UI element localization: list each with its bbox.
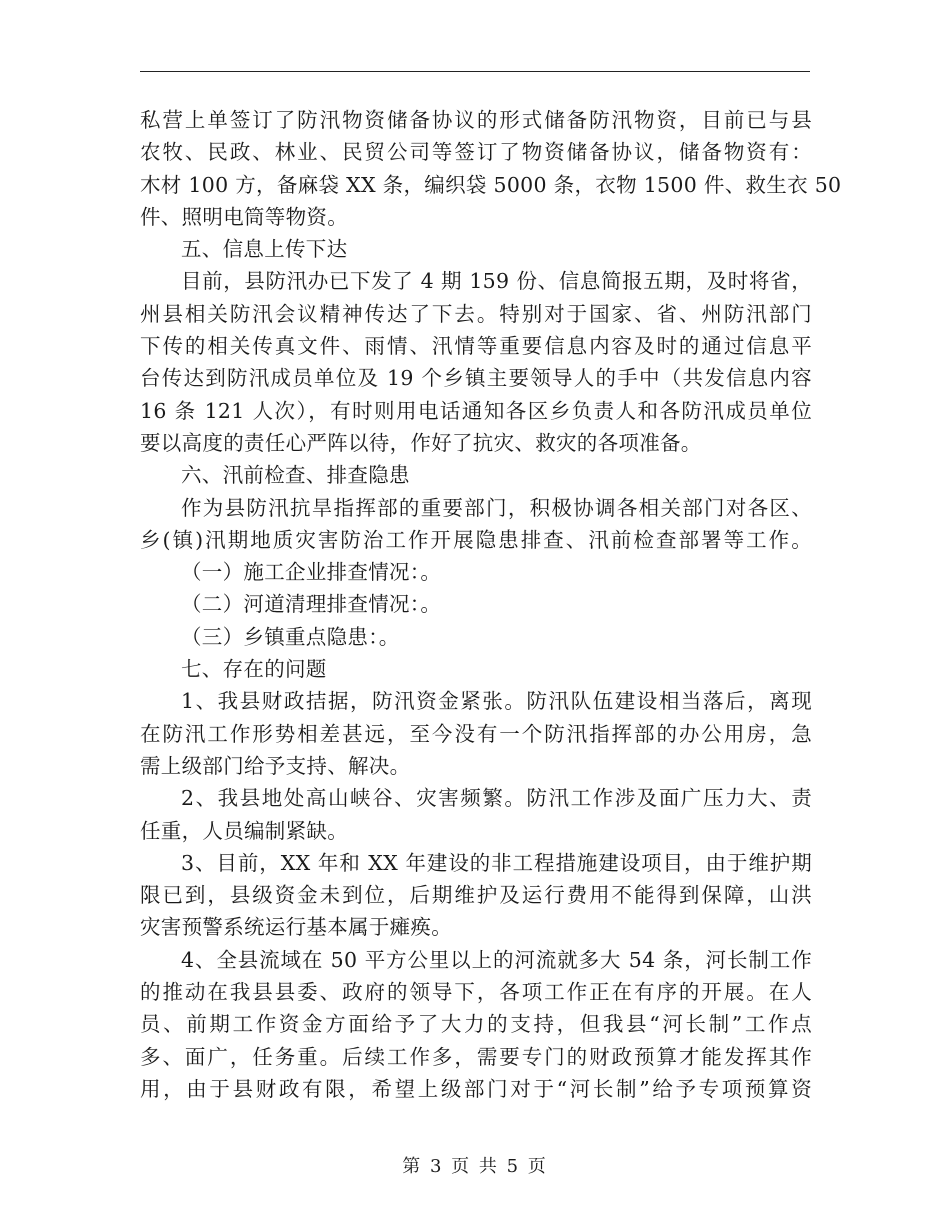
page-footer: 第 3 页 共 5 页 xyxy=(402,1156,548,1177)
text-line: 目前，县防汛办已下发了 4 期 159 份、信息简报五期，及时将省， xyxy=(181,269,812,294)
text-line: 灾害预警系统运行基本属于瘫痪。 xyxy=(140,915,452,940)
text-line: 多、面广，任务重。后续工作多，需要专门的财政预算才能发挥其作 xyxy=(140,1044,812,1069)
text-line: 在防汛工作形势相差甚远，至今没有一个防汛指挥部的办公用房，急 xyxy=(140,721,812,746)
text-line: 16 条 121 人次），有时则用电话通知各区乡负责人和各防汛成员单位 xyxy=(140,398,812,423)
text-line: （三）乡镇重点隐患：。 xyxy=(181,624,400,649)
text-line: 用，由于县财政有限，希望上级部门对于“河长制”给予专项预算资 xyxy=(140,1076,812,1101)
text-line: 2、我县地处高山峡谷、灾害频繁。防汛工作涉及面广压力大、责 xyxy=(181,786,812,811)
text-line: 乡(镇)汛期地质灾害防治工作开展隐患排查、汛前检查部署等工作。 xyxy=(140,527,812,552)
text-line: （一）施工企业排查情况：。 xyxy=(181,560,442,585)
text-line: 七、存在的问题 xyxy=(181,657,327,682)
text-line: 的推动在我县县委、政府的领导下，各项工作正在有序的开展。在人 xyxy=(140,980,812,1005)
text-line: 1、我县财政拮据，防汛资金紧张。防汛队伍建设相当落后，离现 xyxy=(181,689,812,714)
text-line: 限已到，县级资金未到位，后期维护及运行费用不能得到保障，山洪 xyxy=(140,883,812,908)
text-line: 作为县防汛抗旱指挥部的重要部门，积极协调各相关部门对各区、 xyxy=(181,495,812,520)
text-line: 下传的相关传真文件、雨情、汛情等重要信息内容及时的通过信息平 xyxy=(140,334,812,359)
text-line: 台传达到防汛成员单位及 19 个乡镇主要领导人的手中（共发信息内容 xyxy=(140,366,812,391)
document-body xyxy=(140,104,842,1105)
header-rule xyxy=(140,71,810,72)
text-line: 农牧、民政、林业、民贸公司等签订了物资储备协议，储备物资有： xyxy=(140,140,812,165)
text-line: 任重，人员编制紧缺。 xyxy=(140,818,348,843)
text-line: 需上级部门给予支持、解决。 xyxy=(140,753,411,778)
text-line: 私营上单签订了防汛物资储备协议的形式储备防汛物资，目前已与县 xyxy=(140,108,812,132)
text-line: 五、信息上传下达 xyxy=(181,237,348,262)
text-line: 六、汛前检查、排查隐患 xyxy=(181,463,410,488)
text-line: 4、全县流域在 50 平方公里以上的河流就多大 54 条，河长制工作 xyxy=(181,947,812,972)
text-line: 件、照明电筒等物资。 xyxy=(140,204,348,229)
text-line: 员、前期工作资金方面给予了大力的支持，但我县“河长制”工作点 xyxy=(140,1012,812,1037)
text-line: 木材 100 方，备麻袋 XX 条，编织袋 5000 条，衣物 1500 件、救生衣 50 xyxy=(140,172,842,197)
text-line: （二）河道清理排查情况：。 xyxy=(181,592,442,617)
text-line: 州县相关防汛会议精神传达了下去。特别对于国家、省、州防汛部门 xyxy=(140,301,812,326)
text-line: 3、目前，XX 年和 XX 年建设的非工程措施建设项目，由于维护期 xyxy=(181,850,812,875)
text-line: 要以高度的责任心严阵以待，作好了抗灾、救灾的各项准备。 xyxy=(140,430,702,455)
